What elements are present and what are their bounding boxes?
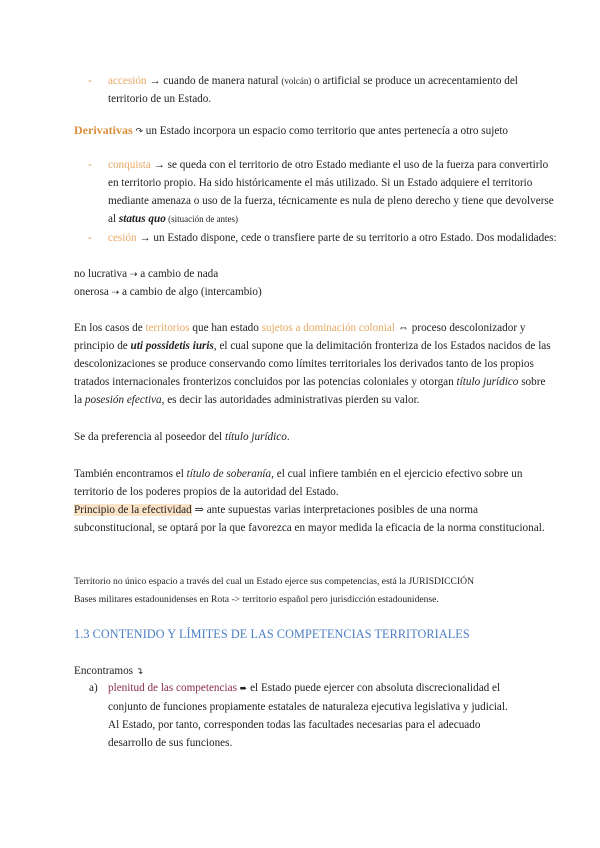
modalidad-no-lucrativa: no lucrativa ⇢ a cambio de nada <box>74 268 219 280</box>
down-right-arrow-icon: ↴ <box>135 667 144 677</box>
term-sujetos-colonial: sujetos a dominación colonial <box>261 322 395 334</box>
paren-volcan: (volcán) <box>281 76 312 86</box>
term-territorios: territorios <box>145 322 190 334</box>
arrow-accesion: → <box>149 75 161 87</box>
section-heading: 1.3 CONTENIDO Y LÍMITES DE LAS COMPETENCIAS TERRITORIALES <box>74 627 470 641</box>
term-derivativas: Derivativas <box>74 123 133 137</box>
derivativas-heading: Derivativas ↷ un Estado incorpora un espacio como territorio que antes pertenecía a otro sujeto <box>74 123 509 137</box>
paragraph-colonial: En los casos de territorios que han estado sujetos a dominación colonial ⇔ proceso descolonizador y principio de uti possidetis iuris, el cual supone que la delimitación fronteriza de los Estados nacidos de las descolonizaciones se produce conservando como límites territoriales los derivados tanto de los propios tratados internacionales fronterizos concluidos por las potencias coloniales y otorgan título jurídico sobre la posesión efectiva, es decir las autoridades administrativas pierden su valor. <box>74 322 551 406</box>
paragraph-efectividad: Principio de la efectividad ⇒ ante supuestas varias interpretaciones posibles de una norma subconstitucional, se optará por la que favorezca en mayor medida la eficacia de la norma constitucional. <box>74 504 545 534</box>
term-plenitud: plenitud de las competencias <box>108 682 237 694</box>
term-cesion: cesión <box>108 232 137 244</box>
titulo-soberania: título de soberanía <box>186 468 272 480</box>
bullet-dash: - <box>88 232 92 244</box>
paragraph-soberania: También encontramos el título de soberanía, el cual infiere también en el ejercicio efectivo sobre un territorio de los poderes propios de la autoridad del Estado. <box>74 468 523 498</box>
encontramos-line: Encontramos ↴ <box>74 665 144 677</box>
bullet-cesion: - cesión → un Estado dispone, cede o transfiere parte de su territorio a otro Estado. Dos modalidades: <box>88 229 558 247</box>
iff-icon: ⇔ <box>394 322 412 334</box>
bullet-dash: - <box>88 75 92 87</box>
paragraph-jurisdiccion: Territorio no único espacio a través del cual un Estado ejerce sus competencias, está la JURISDICCIÓN Bases militares estadounidenses en Rota -> territorio español pero jurisdicción estadounidense. <box>74 576 475 605</box>
dashed-arrow-icon: ⇢ <box>129 270 138 280</box>
arrow-cesion: → <box>139 232 151 244</box>
status-quo: status quo <box>118 213 166 225</box>
heavy-arrow-icon: ➨ <box>239 684 248 694</box>
modalidad-onerosa: onerosa ⇢ a cambio de algo (intercambio) <box>74 286 262 298</box>
bullet-conquista: - conquista → se queda con el territorio de otro Estado mediante el uso de la fuerza para convertirlo en territorio propio. Ha sido históricamente el más utilizado. Si un Estado adquiere el territorio mediante amenaza o uso de la fuerza, técnicamente es nula de pleno derecho y tiene que devolverse al status quo (situación de antes) <box>88 156 558 228</box>
dashed-arrow-icon: ⇢ <box>111 288 120 298</box>
implies-icon: ⇒ <box>191 504 207 516</box>
bullet-accesion: - accesión → cuando de manera natural (volcán) o artificial se produce un acrecentamiento del territorio de un Estado. <box>88 72 558 108</box>
term-conquista: conquista <box>108 159 151 171</box>
highlight-efectividad: Principio de la efectividad <box>74 504 192 516</box>
curved-arrow-icon: ↷ <box>135 127 143 137</box>
uti-possidetis: uti possidetis iuris <box>130 340 214 352</box>
arrow-conquista: → <box>153 159 165 171</box>
term-accesion: accesión <box>108 75 147 87</box>
list-marker-a: a) <box>89 682 98 694</box>
list-item-a: plenitud de las competencias ➨ el Estado puede ejercer con absoluta discrecionalidad el conjunto de funciones propiamente estatales de naturaleza ejecutiva legislativa y judicial. Al Estado, por tanto, corresponden todas las facultades necesarias para el adecuado desarrollo de sus funciones. <box>108 682 508 749</box>
paragraph-preferencia: Se da preferencia al poseedor del título jurídico. <box>74 431 290 443</box>
bullet-dash: - <box>88 159 92 171</box>
